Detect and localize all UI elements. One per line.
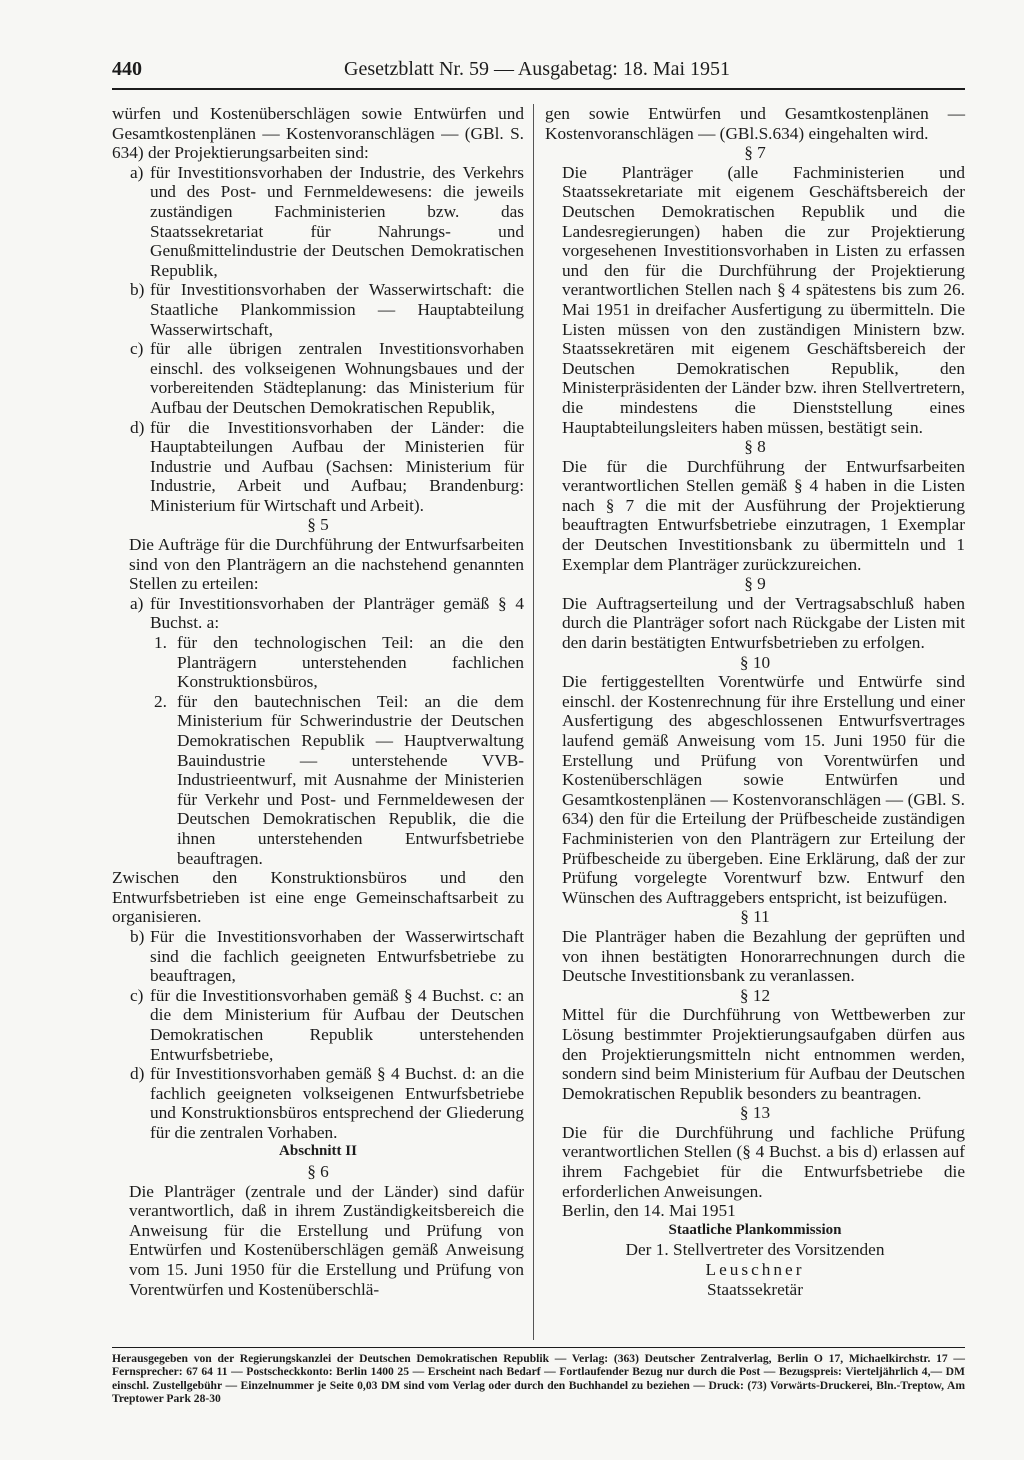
section-heading: § 11 <box>740 907 770 927</box>
signature-name: Leuschner <box>705 1260 805 1280</box>
item-text: für die Investitionsvorhaben gemäß § 4 Buchst. c: an die dem Ministerium für Aufbau der Deutschen Demokratischen Republik unterstehenden Entwurfsbetriebe, <box>150 985 524 1064</box>
item-text: für den technologischen Teil: an die den Planträgern unterstehenden fachlichen Konstruktionsbüros, <box>177 633 524 692</box>
list-item <box>112 986 524 1064</box>
list-item <box>112 339 524 417</box>
item-text: für Investitionsvorhaben der Wasserwirtschaft: die Staatliche Plankommission — Hauptabteilung Wasserwirtschaft, <box>150 280 524 339</box>
section-text: Die Planträger (alle Fachministerien und Staatssekretariate mit eigenem Geschäftsbereich der Deutschen Demokratischen Republik und die Landesregierungen) haben die zur Projektierung vorgesehenen Investitionsvorhaben in Listen zu erfassen und den für die Durchführung der Projektierung verantwortlichen Stellen nach § 4 spätestens bis zum 26. Mai 1951 in dreifacher Ausfertigung zu übermitteln. Die Listen müssen von den zuständigen Ministern bzw. Staatssekretären mit eigenem Geschäftsbereich der Deutschen Demokratischen Republik, den Ministerpräsidenten der Länder bzw. ihren Stellvertretern, die mindestens die Dienststellung eines Hauptabteilungsleiters haben müssen, bestätigt sein. <box>562 162 965 437</box>
section-text: Die Auftragserteilung und der Vertragsabschluß haben durch die Planträger sofort nach Rückgabe der Listen mit den darin bestätigten Entwurfsbetrieben zu erfolgen. <box>562 593 965 653</box>
chapter-heading: Abschnitt II <box>279 1143 357 1160</box>
section-text: Die für die Durchführung der Entwurfsarbeiten verantwortlichen Stellen gemäß § 4 haben in die Listen nach § 7 die mit der Ausführung der Projektierung beauftragten Entwurfsbetriebe einzutragen, 1 Exemplar der Deutschen Investitionsbank zu übermitteln und 1 Exemplar dem Planträger zurückzureichen. <box>562 456 965 574</box>
section-heading: § 12 <box>739 985 771 1005</box>
list-item <box>112 163 524 281</box>
section-text: Die Planträger haben die Bezahlung der geprüften und von ihnen bestätigten Honorarrechnungen durch die Deutsche Investitionsbank zu veranlassen. <box>562 926 965 986</box>
item-text: für Investitionsvorhaben der Planträger gemäß § 4 Buchst. a: <box>150 593 524 633</box>
publisher-footer: Herausgegeben von der Regierungskanzlei der Deutschen Demokratischen Republik — Verlag: (363) Deutscher Zentralverlag, Berlin O 17, Michaelkirchstr. 17 — Fernsprecher: 67 64 11 — Postscheckkonto: Berlin 1400 25 — Erscheint nach Bedarf — Fortlaufender Bezug nur durch die Post — Bezugspreis: Vierteljährlich 4,— DM einschl. Zustellgebühr — Einzelnummer je Seite 0,03 DM sind vom Verlag oder durch den Buchhandel zu beziehen — Druck: (73) Vorwärts-Druckerei, Bln.-Treptow, Am Treptower Park 28-30 <box>112 1352 965 1406</box>
right-column <box>545 104 965 1299</box>
item-text: Für die Investitionsvorhaben der Wasserwirtschaft sind die fachlich geeigneten Entwurfsbetriebe zu beauftragen, <box>150 926 524 986</box>
section-heading: § 8 <box>744 437 766 457</box>
section-heading: § 5 <box>307 515 329 535</box>
page-number: 440 <box>112 58 142 80</box>
section-heading: § 10 <box>739 652 771 672</box>
list-item <box>112 280 524 339</box>
item-text: für die Investitionsvorhaben der Länder: die Hauptabteilungen Aufbau der Ministerien für Industrie und Aufbau (Sachsen: Ministerium für Industrie, Arbeit und Aufbau; Brandenburg: Ministerium für Wirtschaft und Arbeit). <box>150 417 524 515</box>
item-text: für Investitionsvorhaben gemäß § 4 Buchst. d: an die fachlich geeigneten volkseigenen Entwurfsbetriebe und Konstruktionsbüros entsprechend der Gliederung für die zentralen Vorhaben. <box>150 1064 524 1142</box>
gazette-title: Gesetzblatt Nr. 59 — Ausgabetag: 18. Mai 1951 <box>344 58 731 80</box>
list-item <box>112 927 524 986</box>
item-label: d) <box>130 1064 145 1084</box>
item-label: c) <box>130 339 144 359</box>
list-subitem <box>112 633 524 692</box>
list-item <box>112 1064 524 1142</box>
item-label: b) <box>130 280 145 300</box>
item-text: für Investitionsvorhaben der Industrie, des Verkehrs und des Post- und Fernmeldewesens: die jeweils zuständigen Fachministerien bzw. das Staatssekretariat für Nahrungs- und Genußmittelindustrie der Deutschen Demokratischen Republik, <box>150 162 524 280</box>
continued-paragraph: gen sowie Entwürfen und Gesamtkostenplänen — Kostenvoranschlägen — (GBl.S.634) eingehalten wird. <box>545 104 965 143</box>
item-label: 1. <box>154 633 167 653</box>
footer-divider <box>112 1347 965 1348</box>
section-text: Mittel für die Durchführung von Wettbewerben zur Lösung bestimmter Projektierungsaufgaben dürfen aus den Projektierungsmitteln nicht entnommen werden, sondern sind beim Ministerium für Aufbau der Deutschen Demokratischen Republik besonders zu beantragen. <box>562 1005 965 1103</box>
page-header <box>112 52 965 90</box>
section-text: Die fertiggestellten Vorentwürfe und Entwürfe sind einschl. der Kostenrechnung für ihre Erstellung und einer Ausfertigung des abgeschlossenen Entwurfsvertrages laufend gemäß Anweisung vom 15. Juni 1950 für die Erstellung und Prüfung von Vorentwürfen und Kostenüberschlägen sowie Entwürfen und Gesamtkostenplänen — Kostenvoranschlägen — (GBl. S. 634) den für die Erteilung der Prüfbescheide zuständigen Fachministerien von den Planträgern zur Erteilung der Prüfbescheide zu übergeben. Eine Erklärung, daß der zur Prüfung vorgelegte Vorentwurf bzw. Entwurf den Wünschen des Auftraggebers entspricht, ist beizufügen. <box>562 672 965 907</box>
list-item <box>112 594 524 633</box>
item-label: c) <box>130 985 144 1005</box>
item-label: 2. <box>154 691 167 711</box>
intro-paragraph: würfen und Kostenüberschlägen sowie Entwürfen und Gesamtkostenplänen — Kostenvoranschlägen — (GBl. S. 634) der Projektierungsarbeiten sind: <box>112 104 524 163</box>
section-text: Die für die Durchführung und fachliche Prüfung verantwortlichen Stellen (§ 4 Buchst. a bis d) erlassen auf ihrem Fachgebiet für die Entwurfsbetriebe die erforderlichen Anweisungen. <box>562 1122 965 1201</box>
item-label: b) <box>130 926 145 946</box>
item-label: a) <box>130 593 144 613</box>
list-item <box>112 418 524 516</box>
section-heading: § 13 <box>739 1103 771 1123</box>
left-column <box>112 104 524 1299</box>
column-divider <box>533 104 534 1340</box>
signature-role: Der 1. Stellvertreter des Vorsitzenden <box>625 1240 885 1260</box>
item-text: für alle übrigen zentralen Investitionsvorhaben einschl. des volkseigenen Wohnungsbaues und der vorbereitenden Städteplanung: das Ministerium für Aufbau der Deutschen Demokratischen Republik, <box>150 339 524 417</box>
signature-organization: Staatliche Plankommission <box>668 1221 842 1238</box>
section-text: Zwischen den Konstruktionsbüros und den Entwurfsbetrieben ist eine enge Gemeinschaftsarbeit zu organisieren. <box>112 868 524 927</box>
section-heading: § 6 <box>307 1162 329 1182</box>
list-subitem <box>112 692 524 868</box>
section-heading: § 9 <box>744 574 766 594</box>
place-date: Berlin, den 14. Mai 1951 <box>562 1201 736 1221</box>
item-text: für den bautechnischen Teil: an die dem Ministerium für Schwerindustrie der Deutschen Demokratischen Republik — Hauptverwaltung Bauindustrie — unterstehende VVB-Industrieentwurf, mit Ausnahme der Ministerien für Verkehr und Post- und Fernmeldewesen der Deutschen Demokratischen Republik, die die ihnen unterstehenden Entwurfsbetriebe beauftragen. <box>177 691 524 868</box>
section-text: Die Planträger (zentrale und der Länder) sind dafür verantwortlich, daß in ihrem Zuständigkeitsbereich die Anweisung für die Erstellung und Prüfung von Entwürfen und Kostenüberschlägen gemäß Anweisung vom 15. Juni 1950 für die Erstellung und Prüfung von Vorentwürfen und Kostenüberschlä- <box>129 1181 524 1299</box>
item-label: d) <box>130 417 145 437</box>
section-text: Die Aufträge für die Durchführung der Entwurfsarbeiten sind von den Planträgern an die nachstehend genannten Stellen zu erteilen: <box>129 535 524 594</box>
item-label: a) <box>130 162 144 182</box>
section-heading: § 7 <box>744 143 766 163</box>
signature-title: Staatssekretär <box>707 1279 803 1299</box>
